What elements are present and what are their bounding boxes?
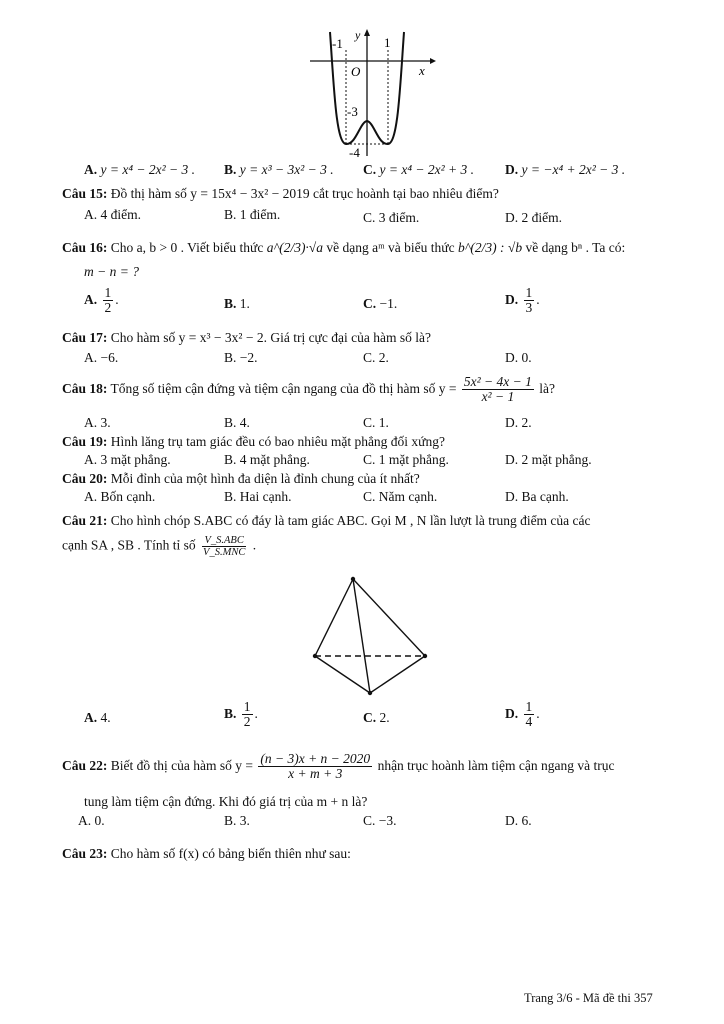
fraction: $\frac{1}{2}$ <box>243 699 251 730</box>
option-letter: B. <box>224 296 237 311</box>
question-text: Đồ thị hàm số y = 15x⁴ − 3x² − 2019 cắt trục hoành tại bao nhiêu điểm? <box>110 186 499 201</box>
q19-option-b: B. 4 mặt phẳng. <box>224 452 310 467</box>
q20-option-b: B. Hai cạnh. <box>224 489 292 504</box>
question-text: Cho hàm số y = x³ − 3x² − 2. Giá trị cực đại của hàm số là? <box>110 330 431 345</box>
question-text-b: về dạng aᵐ và biểu thức <box>326 240 455 255</box>
option-letter: A. <box>84 162 98 177</box>
pyramid-figure <box>310 575 432 699</box>
question-15 <box>62 186 499 202</box>
function-graph <box>300 28 440 160</box>
option-letter: A. <box>84 710 98 725</box>
question-21-line2: cạnh SA , SB . Tính tỉ số $\frac{\text{V\_S.ABC}}{\text{V\_S.MNC}}$ . <box>62 535 257 559</box>
question-22 <box>62 752 614 781</box>
question-label: Câu 23: <box>62 846 108 861</box>
question-label: Câu 22: <box>62 757 108 773</box>
q16-option-c <box>363 296 397 312</box>
question-text: Hình lăng trụ tam giác đều có bao nhiêu mặt phẳng đối xứng? <box>110 434 445 449</box>
question-label: Câu 15: <box>62 186 108 201</box>
q22-option-b: B. 3. <box>224 813 250 828</box>
question-label: Câu 19: <box>62 434 108 449</box>
question-text-a: Cho a, b > 0 . Viết biểu thức <box>110 240 264 255</box>
q14-option-d <box>505 162 625 178</box>
q19-option-a: A. 3 mặt phẳng. <box>84 452 171 467</box>
question-22-line2: tung làm tiệm cận đứng. Khi đó giá trị của m + n là? <box>84 794 368 809</box>
graph-label-y: y <box>355 28 361 42</box>
q20-option-a: A. Bốn cạnh. <box>84 489 156 504</box>
q15-option-c: C. 3 điểm. <box>363 210 420 225</box>
question-19 <box>62 434 445 450</box>
fraction: $\frac{1}{4}$ <box>525 699 533 730</box>
q17-option-a: A. −6. <box>84 350 119 365</box>
question-text: Mỗi đỉnh của một hình đa diện là đỉnh chung của ít nhất? <box>110 471 420 486</box>
fraction: $\frac{1}{2}$ <box>104 285 112 316</box>
question-17 <box>62 330 431 346</box>
graph-label-neg4: -4 <box>349 145 360 160</box>
q21-option-d: D. $\frac{1}{4}$ . <box>505 699 540 730</box>
question-label: Câu 17: <box>62 330 108 345</box>
q21-option-b: B. $\frac{1}{2}$ . <box>224 699 258 730</box>
question-16 <box>62 240 625 256</box>
expression-2: b^(2/3) : √b <box>457 240 523 255</box>
question-label: Câu 21: <box>62 513 108 528</box>
question-text: Tổng số tiệm cận đứng và tiệm cận ngang của đồ thị hàm số y = <box>110 380 457 396</box>
q19-option-c: C. 1 mặt phẳng. <box>363 452 449 467</box>
question-21 <box>62 513 591 529</box>
q22-option-a: A. 0. <box>78 813 105 828</box>
q17-option-c: C. 2. <box>363 350 389 365</box>
q22-option-c: C. −3. <box>363 813 397 828</box>
question-tail: là? <box>539 380 556 396</box>
graph-label-neg3: -3 <box>347 104 358 119</box>
question-text: Cho hình chóp S.ABC có đáy là tam giác ABC. Gọi M , N lần lượt là trung điểm của các <box>110 513 591 528</box>
option-letter: C. <box>363 296 377 311</box>
q15-option-d: D. 2 điểm. <box>505 210 562 225</box>
option-letter: C. <box>363 710 377 725</box>
question-18 <box>62 375 555 404</box>
option-text: y = −x⁴ + 2x² − 3 . <box>521 162 626 177</box>
graph-label-x: x <box>419 63 425 78</box>
question-label: Câu 20: <box>62 471 108 486</box>
option-text: 2. <box>379 710 390 725</box>
question-label: Câu 16: <box>62 240 108 255</box>
q18-option-d: D. 2. <box>505 415 532 430</box>
q21-option-a <box>84 710 111 726</box>
question-text-c: về dạng bⁿ . Ta có: <box>525 240 626 255</box>
q16-option-a: A. $\frac{1}{2}$ . <box>84 285 119 316</box>
graph-label-origin: O <box>351 64 361 79</box>
q16-option-d: D. $\frac{1}{3}$ . <box>505 285 540 316</box>
q14-option-b <box>224 162 334 178</box>
q20-option-d: D. Ba cạnh. <box>505 489 569 504</box>
q14-option-c <box>363 162 474 178</box>
option-letter: D. <box>505 291 519 307</box>
option-letter: A. <box>84 291 98 307</box>
question-tail: nhận trục hoành làm tiệm cận ngang và trục <box>377 757 615 773</box>
fraction: $\frac{(n - 3)x + n - 2020}{x + m + 3}$ <box>260 751 371 782</box>
fraction: $\frac{\text{5x² − 4x − 1}}{\text{x² − 1}}$ <box>463 374 532 405</box>
q21-option-c <box>363 710 390 726</box>
q20-option-c: C. Năm cạnh. <box>363 489 438 504</box>
option-letter: C. <box>363 162 377 177</box>
option-letter: D. <box>505 162 519 177</box>
option-text: y = x⁴ − 2x² − 3 . <box>100 162 196 177</box>
question-text: Biết đồ thị của hàm số y = <box>110 757 253 773</box>
option-text: −1. <box>379 296 398 311</box>
graph-label-pos1: 1 <box>384 35 391 50</box>
option-letter: D. <box>505 705 519 721</box>
q15-option-b: B. 1 điểm. <box>224 207 281 222</box>
q19-option-d: D. 2 mặt phẳng. <box>505 452 592 467</box>
question-text: Cho hàm số f(x) có bảng biến thiên như sau: <box>110 846 351 861</box>
q14-option-a <box>84 162 195 178</box>
option-letter: B. <box>224 705 237 721</box>
graph-label-neg1: -1 <box>332 36 343 51</box>
fraction: $\frac{1}{3}$ <box>525 285 533 316</box>
option-text: 4. <box>100 710 111 725</box>
question-label: Câu 18: <box>62 380 108 396</box>
q17-option-d: D. 0. <box>505 350 532 365</box>
question-23 <box>62 846 351 862</box>
q15-option-a: A. 4 điểm. <box>84 207 141 222</box>
page-footer: Trang 3/6 - Mã đề thi 357 <box>524 991 653 1005</box>
q18-option-a: A. 3. <box>84 415 111 430</box>
q16-option-b <box>224 296 250 312</box>
question-20 <box>62 471 420 487</box>
option-text: 1. <box>239 296 250 311</box>
q18-option-c: C. 1. <box>363 415 389 430</box>
option-text: y = x³ − 3x² − 3 . <box>239 162 334 177</box>
q17-option-b: B. −2. <box>224 350 258 365</box>
q18-option-b: B. 4. <box>224 415 250 430</box>
option-letter: B. <box>224 162 237 177</box>
option-text: y = x⁴ − 2x² + 3 . <box>379 162 475 177</box>
fraction: $\frac{\text{V\_S.ABC}}{\text{V\_S.MNC}}$ <box>203 535 246 559</box>
question-16-line2: m − n = ? <box>84 264 139 279</box>
expression-1: a^(2/3)·√a <box>266 240 323 255</box>
q22-option-d: D. 6. <box>505 813 532 828</box>
